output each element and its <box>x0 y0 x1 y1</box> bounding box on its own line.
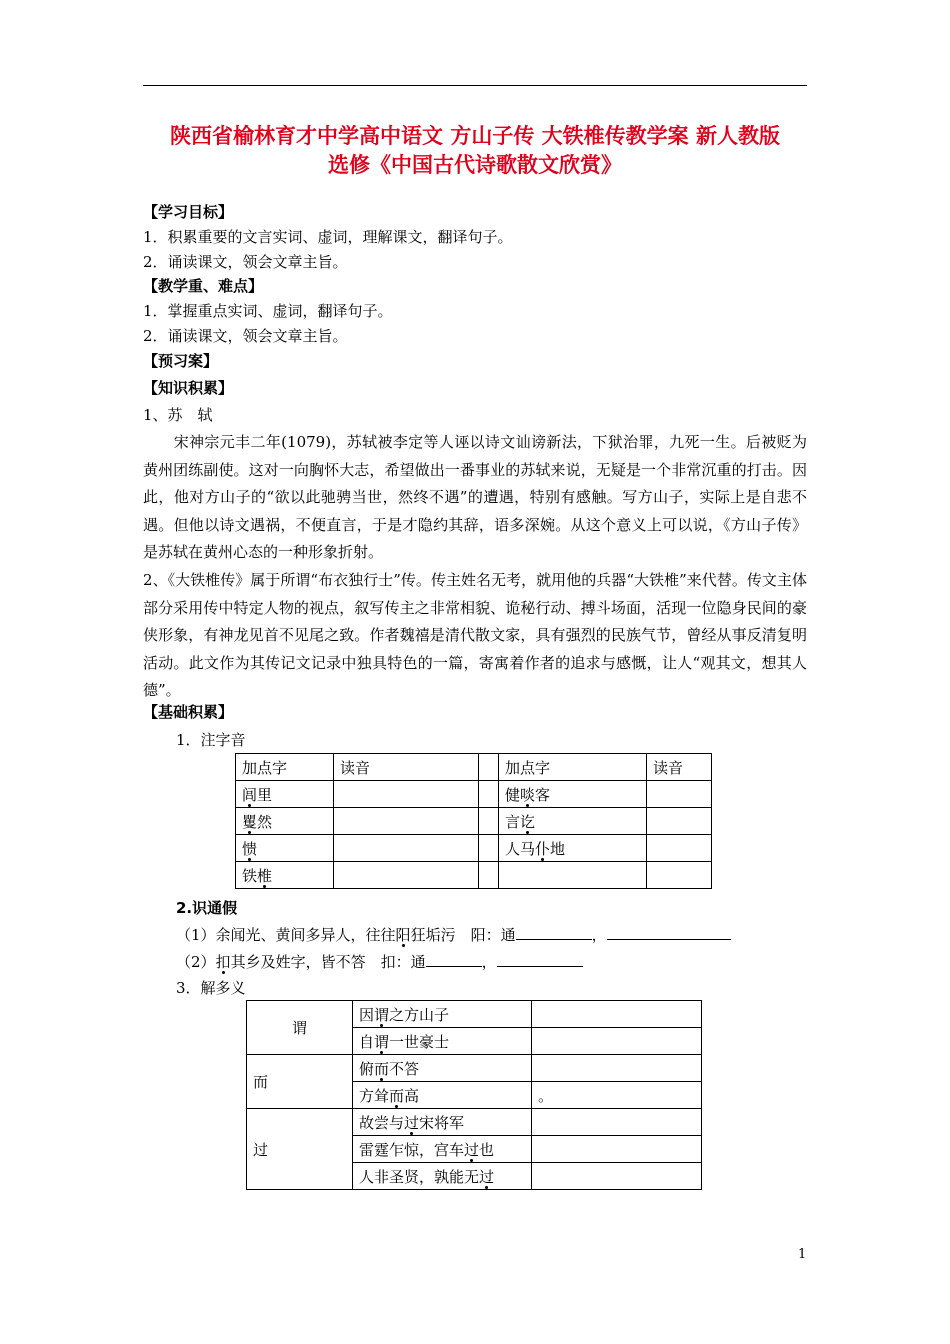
polysemy-answer-cell[interactable] <box>532 1163 702 1190</box>
polysemy-answer-cell[interactable] <box>532 1136 702 1163</box>
spacer-cell <box>479 835 499 862</box>
pronunciation-answer-cell[interactable] <box>334 781 479 808</box>
knowledge-heading: 【知识积累】 <box>143 379 234 397</box>
preview-heading: 【预习案】 <box>143 352 219 370</box>
col-header: 加点字 <box>499 754 647 781</box>
dotted-char-cell: 人马仆地 <box>499 835 647 862</box>
key-point-item-1: 1．掌握重点实词、虚词，翻译句子。 <box>143 302 393 320</box>
answer-blank[interactable] <box>607 925 731 940</box>
polysemy-example-cell: 人非圣贤，孰能无过 <box>353 1163 532 1190</box>
polysemy-answer-cell[interactable] <box>532 1001 702 1028</box>
spacer-cell <box>479 808 499 835</box>
polysemy-word-cell: 过 <box>247 1109 353 1190</box>
polysemy-answer-cell[interactable] <box>532 1055 702 1082</box>
objective-item-2: 2．诵读课文，领会文章主旨。 <box>143 253 348 271</box>
header-rule <box>143 85 807 86</box>
key-points-heading: 【教学重、难点】 <box>143 277 264 295</box>
spacer-cell <box>479 862 499 889</box>
knowledge-item1-title: 1、苏 轼 <box>143 406 213 424</box>
polysemy-example-cell: 雷霆乍惊，宫车过也 <box>353 1136 532 1163</box>
polysemy-example-cell: 自谓一世豪士 <box>353 1028 532 1055</box>
pronunciation-answer-cell[interactable] <box>647 808 712 835</box>
answer-blank[interactable] <box>497 952 583 967</box>
knowledge-item2-text: 2、《大铁椎传》属于所谓“布衣独行士”传。传主姓名无考，就用他的兵器“大铁椎”来代替。传文主体部分采用传中特定人物的视点，叙写传主之非常相貌、诡秘行动、搏斗场面，活现一位隐身民间的豪侠形象，有神龙见首不见尾之致。作者魏禧是清代散文家，具有强烈的民族气节，曾经从事反清复明活动。此文作为其传记文记录中独具特色的一篇，寄寓着作者的追求与感慨，让人“观其文，想其人德”。 <box>143 571 807 700</box>
polysemy-word-cell: 谓 <box>247 1001 353 1055</box>
pronunciation-answer-cell[interactable] <box>647 781 712 808</box>
pronunciation-title: 1．注字音 <box>176 731 246 749</box>
polysemy-title: 3．解多义 <box>176 979 246 997</box>
knowledge-item1-text: 宋神宗元丰二年(1079)，苏轼被李定等人诬以诗文讪谤新法，下狱治罪，九死一生。后被贬为黄州团练副使。这对一向胸怀大志，希望做出一番事业的苏轼来说，无疑是一个非常沉重的打击。因此，他对方山子的“欲以此驰骋当世，然终不遇”的遭遇，特别有感触。写方山子，实际上是自悲不遇。但他以诗文遇祸，不便直言，于是才隐约其辞，语多深婉。从这个意义上可以说，《方山子传》是苏轼在黄州心态的一种形象折射。 <box>143 433 807 562</box>
polysemy-answer-cell[interactable]: 。 <box>532 1082 702 1109</box>
dotted-char-cell: 闾里 <box>236 781 334 808</box>
tongjia-line-2: （2）扣其乡及姓字，皆不答 扣：通 ， <box>176 950 583 974</box>
document-title-line2: 选修《中国古代诗歌散文欣赏》 <box>328 153 622 177</box>
key-point-item-2: 2．诵读课文，领会文章主旨。 <box>143 327 348 345</box>
tongjia-line-1: （1）余闻光、黄间多异人，往往阳狂垢污 阳：通 ， <box>176 923 731 947</box>
col-header: 加点字 <box>236 754 334 781</box>
polysemy-answer-cell[interactable] <box>532 1028 702 1055</box>
objective-item-1: 1．积累重要的文言实词、虚词，理解课文，翻译句子。 <box>143 228 513 246</box>
objectives-heading: 【学习目标】 <box>143 203 234 221</box>
page-number: 1 <box>798 1247 807 1262</box>
dotted-char-cell: 愦 <box>236 835 334 862</box>
polysemy-answer-cell[interactable] <box>532 1109 702 1136</box>
answer-blank[interactable] <box>426 952 482 967</box>
polysemy-example-cell: 方耸而高 <box>353 1082 532 1109</box>
pronunciation-answer-cell[interactable] <box>647 835 712 862</box>
spacer-cell <box>479 754 499 781</box>
pronunciation-answer-cell[interactable] <box>334 808 479 835</box>
polysemy-table <box>246 1000 702 1190</box>
pronunciation-answer-cell[interactable] <box>334 862 479 889</box>
document-title-line1: 陕西省榆林育才中学高中语文 方山子传 大铁椎传教学案 新人教版 <box>170 124 780 148</box>
tongjia-title: 2.识通假 <box>176 899 238 917</box>
empty-cell <box>499 862 647 889</box>
col-header: 读音 <box>334 754 479 781</box>
col-header: 读音 <box>647 754 712 781</box>
polysemy-word-cell: 而 <box>247 1055 353 1109</box>
polysemy-example-cell: 故尝与过宋将军 <box>353 1109 532 1136</box>
pronunciation-answer-cell[interactable] <box>334 835 479 862</box>
dotted-char-cell: 言讫 <box>499 808 647 835</box>
answer-blank[interactable] <box>516 925 592 940</box>
dotted-char-cell: 健啖客 <box>499 781 647 808</box>
dotted-char-cell: 矍然 <box>236 808 334 835</box>
pronunciation-answer-cell[interactable] <box>647 862 712 889</box>
polysemy-example-cell: 俯而不答 <box>353 1055 532 1082</box>
spacer-cell <box>479 781 499 808</box>
dotted-char-cell: 铁椎 <box>236 862 334 889</box>
pronunciation-table <box>235 753 712 889</box>
basics-heading: 【基础积累】 <box>143 703 234 721</box>
polysemy-example-cell: 因谓之方山子 <box>353 1001 532 1028</box>
